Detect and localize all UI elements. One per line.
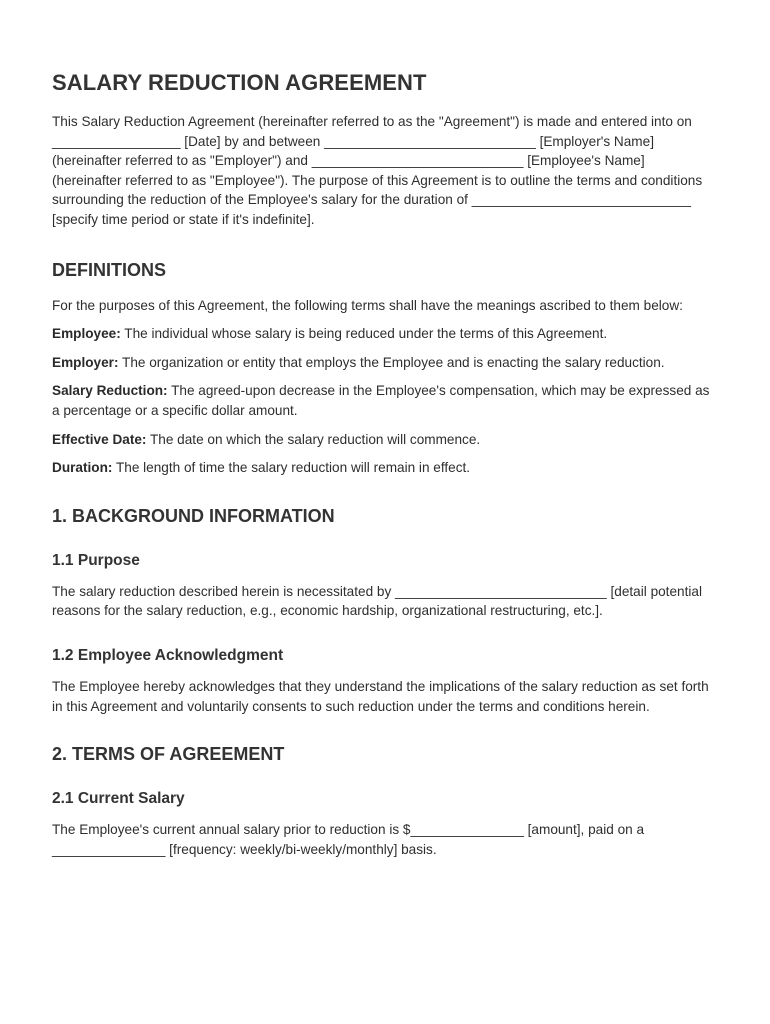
definition-text: The date on which the salary reduction will commence. (149, 431, 481, 447)
definition-employee (52, 324, 712, 344)
definition-text: The agreed-upon decrease in the Employee's compensation, which may be expressed as a percentage or a specific dollar amount. (52, 383, 710, 418)
section-2-heading: 2. TERMS OF AGREEMENT (52, 744, 285, 765)
definition-effective-date (52, 430, 712, 450)
section-2-1-heading: 2.1 Current Salary (52, 790, 185, 808)
section-1-heading: 1. BACKGROUND INFORMATION (52, 505, 335, 526)
definition-term: Employer: (52, 354, 119, 370)
definition-term: Effective Date: (52, 431, 147, 447)
section-2-1-text: The Employee's current annual salary prior to reduction is $_______________ [amount], paid on a _______________ [frequency: weekly/bi-weekly/monthly] basis. (52, 822, 645, 857)
definitions-intro: For the purposes of this Agreement, the following terms shall have the meanings ascribed to them below: (52, 297, 683, 313)
definition-term: Duration: (52, 460, 113, 476)
document-page (52, 70, 712, 859)
definition-term: Employee: (52, 326, 121, 342)
intro-paragraph: This Salary Reduction Agreement (hereinafter referred to as the "Agreement") is made and entered into on _________________ [Date] by and between ____________________________ [Employer's Name] (hereinafter referred to as "Employer") and ____________________________ [Employee's Name] (hereinafter referred to as "Employee"). The purpose of this Agreement is to outline the terms and conditions surrounding the reduction of the Employee's salary for the duration of _____________________________ [specify time period or state if it's indefinite]. (52, 114, 703, 227)
definitions-heading: DEFINITIONS (52, 259, 167, 280)
section-1-1-heading: 1.1 Purpose (52, 551, 140, 569)
document-title: SALARY REDUCTION AGREEMENT (52, 70, 427, 95)
definition-term: Salary Reduction: (52, 383, 168, 399)
definition-duration (52, 458, 712, 478)
definition-text: The organization or entity that employs the Employee and is enacting the salary reduction. (122, 354, 665, 370)
definition-employer (52, 353, 712, 373)
section-1-2-heading: 1.2 Employee Acknowledgment (52, 646, 284, 664)
definition-text: The individual whose salary is being reduced under the terms of this Agreement. (124, 326, 608, 342)
section-1-2-text: The Employee hereby acknowledges that they understand the implications of the salary reduction as set forth in this Agreement and voluntarily consents to such reduction under the terms and conditions herein. (52, 678, 709, 714)
section-1-1-text: The salary reduction described herein is necessitated by ____________________________ [detail potential reasons for the salary reduction, e.g., economic hardship, organizational restructuring, etc.]. (52, 583, 702, 619)
definition-salary-reduction (52, 381, 712, 420)
definition-text: The length of time the salary reduction will remain in effect. (115, 460, 471, 476)
